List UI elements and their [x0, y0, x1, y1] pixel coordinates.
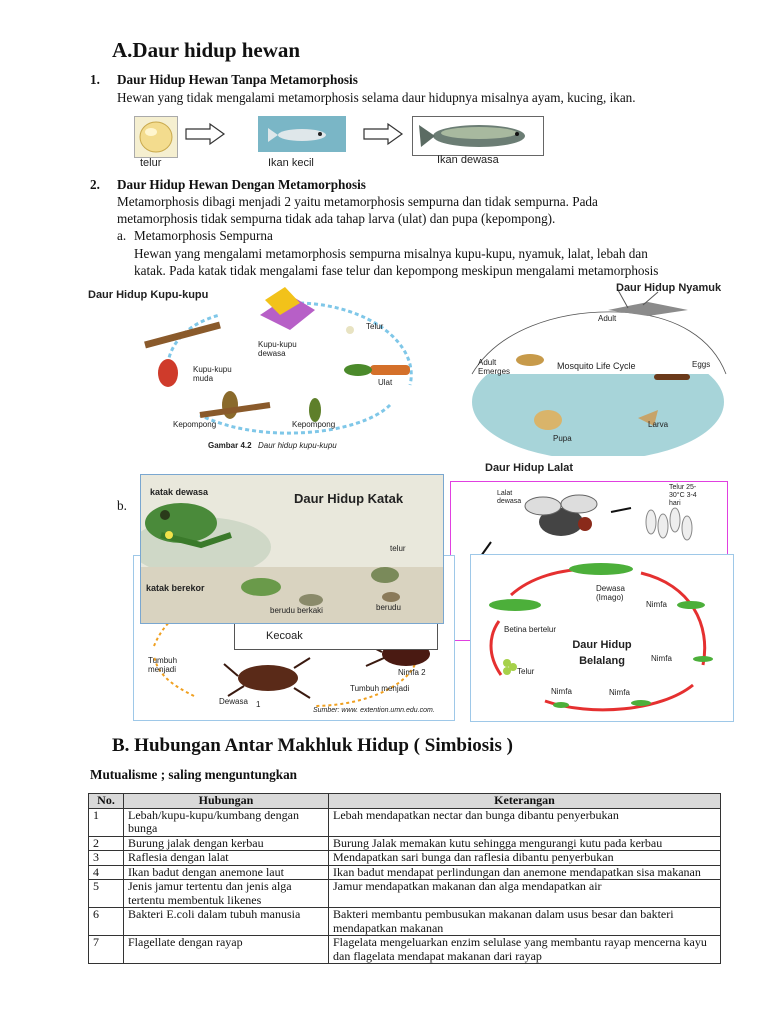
cell: Jenis jamur tertentu dan jenis alga tertentu membentuk likenes — [124, 880, 329, 908]
grasshopper-label-nimfa-1: Nimfa — [646, 600, 667, 609]
cell: 7 — [89, 936, 124, 964]
col-hubungan: Hubungan — [124, 794, 329, 809]
sub-a-line2: katak. Pada katak tidak mengalami fase telur dan kepompong meskipun mengalami metamorphosis — [134, 263, 659, 278]
mosquito-label-eggs: Eggs — [692, 360, 711, 369]
cell: 4 — [89, 865, 124, 880]
cell: Lebah mendapatkan nectar dan bunga dibantu penyerbukan — [329, 808, 721, 836]
cell: Jamur mendapatkan makanan dan alga mendapatkan air — [329, 880, 721, 908]
col-no: No. — [89, 794, 124, 809]
cell: Flagellate dengan rayap — [124, 936, 329, 964]
label-ikan-dewasa: Ikan dewasa — [437, 154, 499, 166]
table-row — [89, 851, 721, 866]
butterfly-title: Daur Hidup Kupu-kupu — [88, 289, 209, 301]
table-row — [89, 836, 721, 851]
item1-number: 1. — [90, 72, 100, 87]
item2-number: 2. — [90, 177, 100, 192]
mutualism-table — [88, 793, 721, 964]
grasshopper-label-nimfa-3: Nimfa — [551, 687, 572, 696]
butterfly-caption-num: Gambar 4.2 — [208, 441, 252, 450]
item1-text: Hewan yang tidak mengalami metamorphosis selama daur hidupnya misalnya ayam, kucing, ikan. — [117, 90, 636, 105]
butterfly-label-telur: Telur — [366, 322, 384, 331]
cell: 5 — [89, 880, 124, 908]
fly-title: Daur Hidup Lalat — [485, 462, 574, 474]
butterfly-label-kepompong-1: Kepompong — [173, 420, 217, 429]
butterfly-label-ulat: Ulat — [378, 378, 393, 387]
grasshopper-label-betina: Betina bertelur — [504, 625, 557, 634]
item2-heading: Daur Hidup Hewan Dengan Metamorphosis — [117, 177, 366, 192]
cockroach-label-dewasa: Dewasa — [219, 697, 248, 706]
cell: Burung jalak dengan kerbau — [124, 836, 329, 851]
sub-a-title: Metamorphosis Sempurna — [134, 228, 273, 243]
mosquito-title: Daur Hidup Nyamuk — [616, 282, 722, 294]
cell: 6 — [89, 908, 124, 936]
grasshopper-title: Daur Hidup Belalang — [572, 639, 632, 667]
frog-label-telur: telur — [390, 544, 406, 553]
cell: 1 — [89, 808, 124, 836]
cell: Flagelata mengeluarkan enzim selulase yang membantu rayap mencerna kayu dan flagelata mendapat makanan dari rayap — [329, 936, 721, 964]
grasshopper-label-nimfa-2: Nimfa — [651, 654, 672, 663]
cockroach-label-nimfa2: Nimfa 2 — [398, 668, 426, 677]
cell: Raflesia dengan lalat — [124, 851, 329, 866]
table-row — [89, 865, 721, 880]
table-header-row — [89, 794, 721, 809]
cockroach-title: Kecoak — [266, 630, 303, 642]
butterfly-label-kepompong-2: Kepompong — [292, 420, 336, 429]
egg-image — [134, 116, 178, 158]
cell: Burung Jalak memakan kutu sehingga mengurangi kutu pada kerbau — [329, 836, 721, 851]
label-ikan-kecil: Ikan kecil — [268, 157, 314, 169]
table-row — [89, 908, 721, 936]
mosquito-label-emerges: Adult Emerges — [478, 358, 511, 376]
frog-title: Daur Hidup Katak — [294, 491, 404, 506]
table-row — [89, 808, 721, 836]
cockroach-label-grow-2: Tumbuh menjadi — [350, 684, 410, 693]
arrow-icon — [362, 122, 404, 151]
fly-label-adult: Lalat dewasa — [497, 490, 522, 505]
mosquito-label-cycle: Mosquito Life Cycle — [557, 361, 636, 371]
cell: Ikan badut dengan anemone laut — [124, 865, 329, 880]
cockroach-source: Sumber: www. extention.umn.edu.com. — [313, 707, 435, 714]
cell: Bakteri membantu pembusukan makanan dalam usus besar dan bakteri mendapatkan makanan — [329, 908, 721, 936]
item1-heading: Daur Hidup Hewan Tanpa Metamorphosis — [117, 72, 358, 87]
mosquito-label-pupa: Pupa — [553, 434, 572, 443]
frog-label-berudu: berudu — [376, 603, 401, 612]
table-row — [89, 880, 721, 908]
cell: Mendapatkan sari bunga dan raflesia dibantu penyerbukan — [329, 851, 721, 866]
grasshopper-label-adult: Dewasa (Imago) — [596, 584, 625, 602]
grasshopper-label-telur: Telur — [517, 667, 535, 676]
mosquito-label-adult: Adult — [598, 314, 617, 323]
butterfly-label-dewasa: Kupu-kupu dewasa — [258, 340, 297, 358]
sub-a-line1: Hewan yang mengalami metamorphosis sempurna misalnya kupu-kupu, nyamuk, lalat, lebah dan — [134, 246, 648, 261]
adult-fish-image — [412, 116, 544, 156]
cell: Lebah/kupu-kupu/kumbang dengan bunga — [124, 808, 329, 836]
label-telur: telur — [140, 157, 162, 169]
butterfly-cycle-figure — [140, 285, 440, 455]
mosquito-label-larva: Larva — [648, 420, 669, 429]
frog-label-legs: berudu berkaki — [270, 606, 323, 615]
cockroach-label-1: 1 — [256, 700, 261, 709]
section-b-title: B. Hubungan Antar Makhluk Hidup ( Simbiosis ) — [112, 735, 513, 756]
col-keterangan: Keterangan — [329, 794, 721, 809]
cell: Ikan badut mendapat perlindungan dan anemone mendapatkan sisa makanan — [329, 865, 721, 880]
arrow-icon — [184, 122, 226, 151]
section-a-title: A.Daur hidup hewan — [112, 38, 301, 62]
small-fish-image — [258, 116, 346, 152]
cell: Bakteri E.coli dalam tubuh manusia — [124, 908, 329, 936]
cell: 2 — [89, 836, 124, 851]
item2-line2: metamorphosis tidak sempurna tidak ada tahap larva (ulat) dan pupa (kepompong). — [117, 211, 556, 226]
sub-b-label: b. — [117, 498, 127, 513]
grasshopper-label-nimfa-4: Nimfa — [609, 688, 630, 697]
fly-label-egg: Telur 25-30°C 3-4 hari — [669, 484, 697, 507]
frog-label-tailed: katak berekor — [146, 583, 205, 593]
mutualism-subtitle: Mutualisme ; saling menguntungkan — [90, 767, 298, 782]
frog-label-adult: katak dewasa — [150, 487, 209, 497]
cell: 3 — [89, 851, 124, 866]
cockroach-label-grow-1: Tumbuh menjadi — [148, 656, 178, 674]
sub-a-label: a. — [117, 228, 127, 243]
butterfly-label-muda: Kupu-kupu muda — [193, 365, 232, 383]
item2-line1: Metamorphosis dibagi menjadi 2 yaitu metamorphosis sempurna dan tidak sempurna. Pada — [117, 194, 598, 209]
butterfly-caption: Daur hidup kupu-kupu — [258, 441, 337, 450]
table-row — [89, 936, 721, 964]
